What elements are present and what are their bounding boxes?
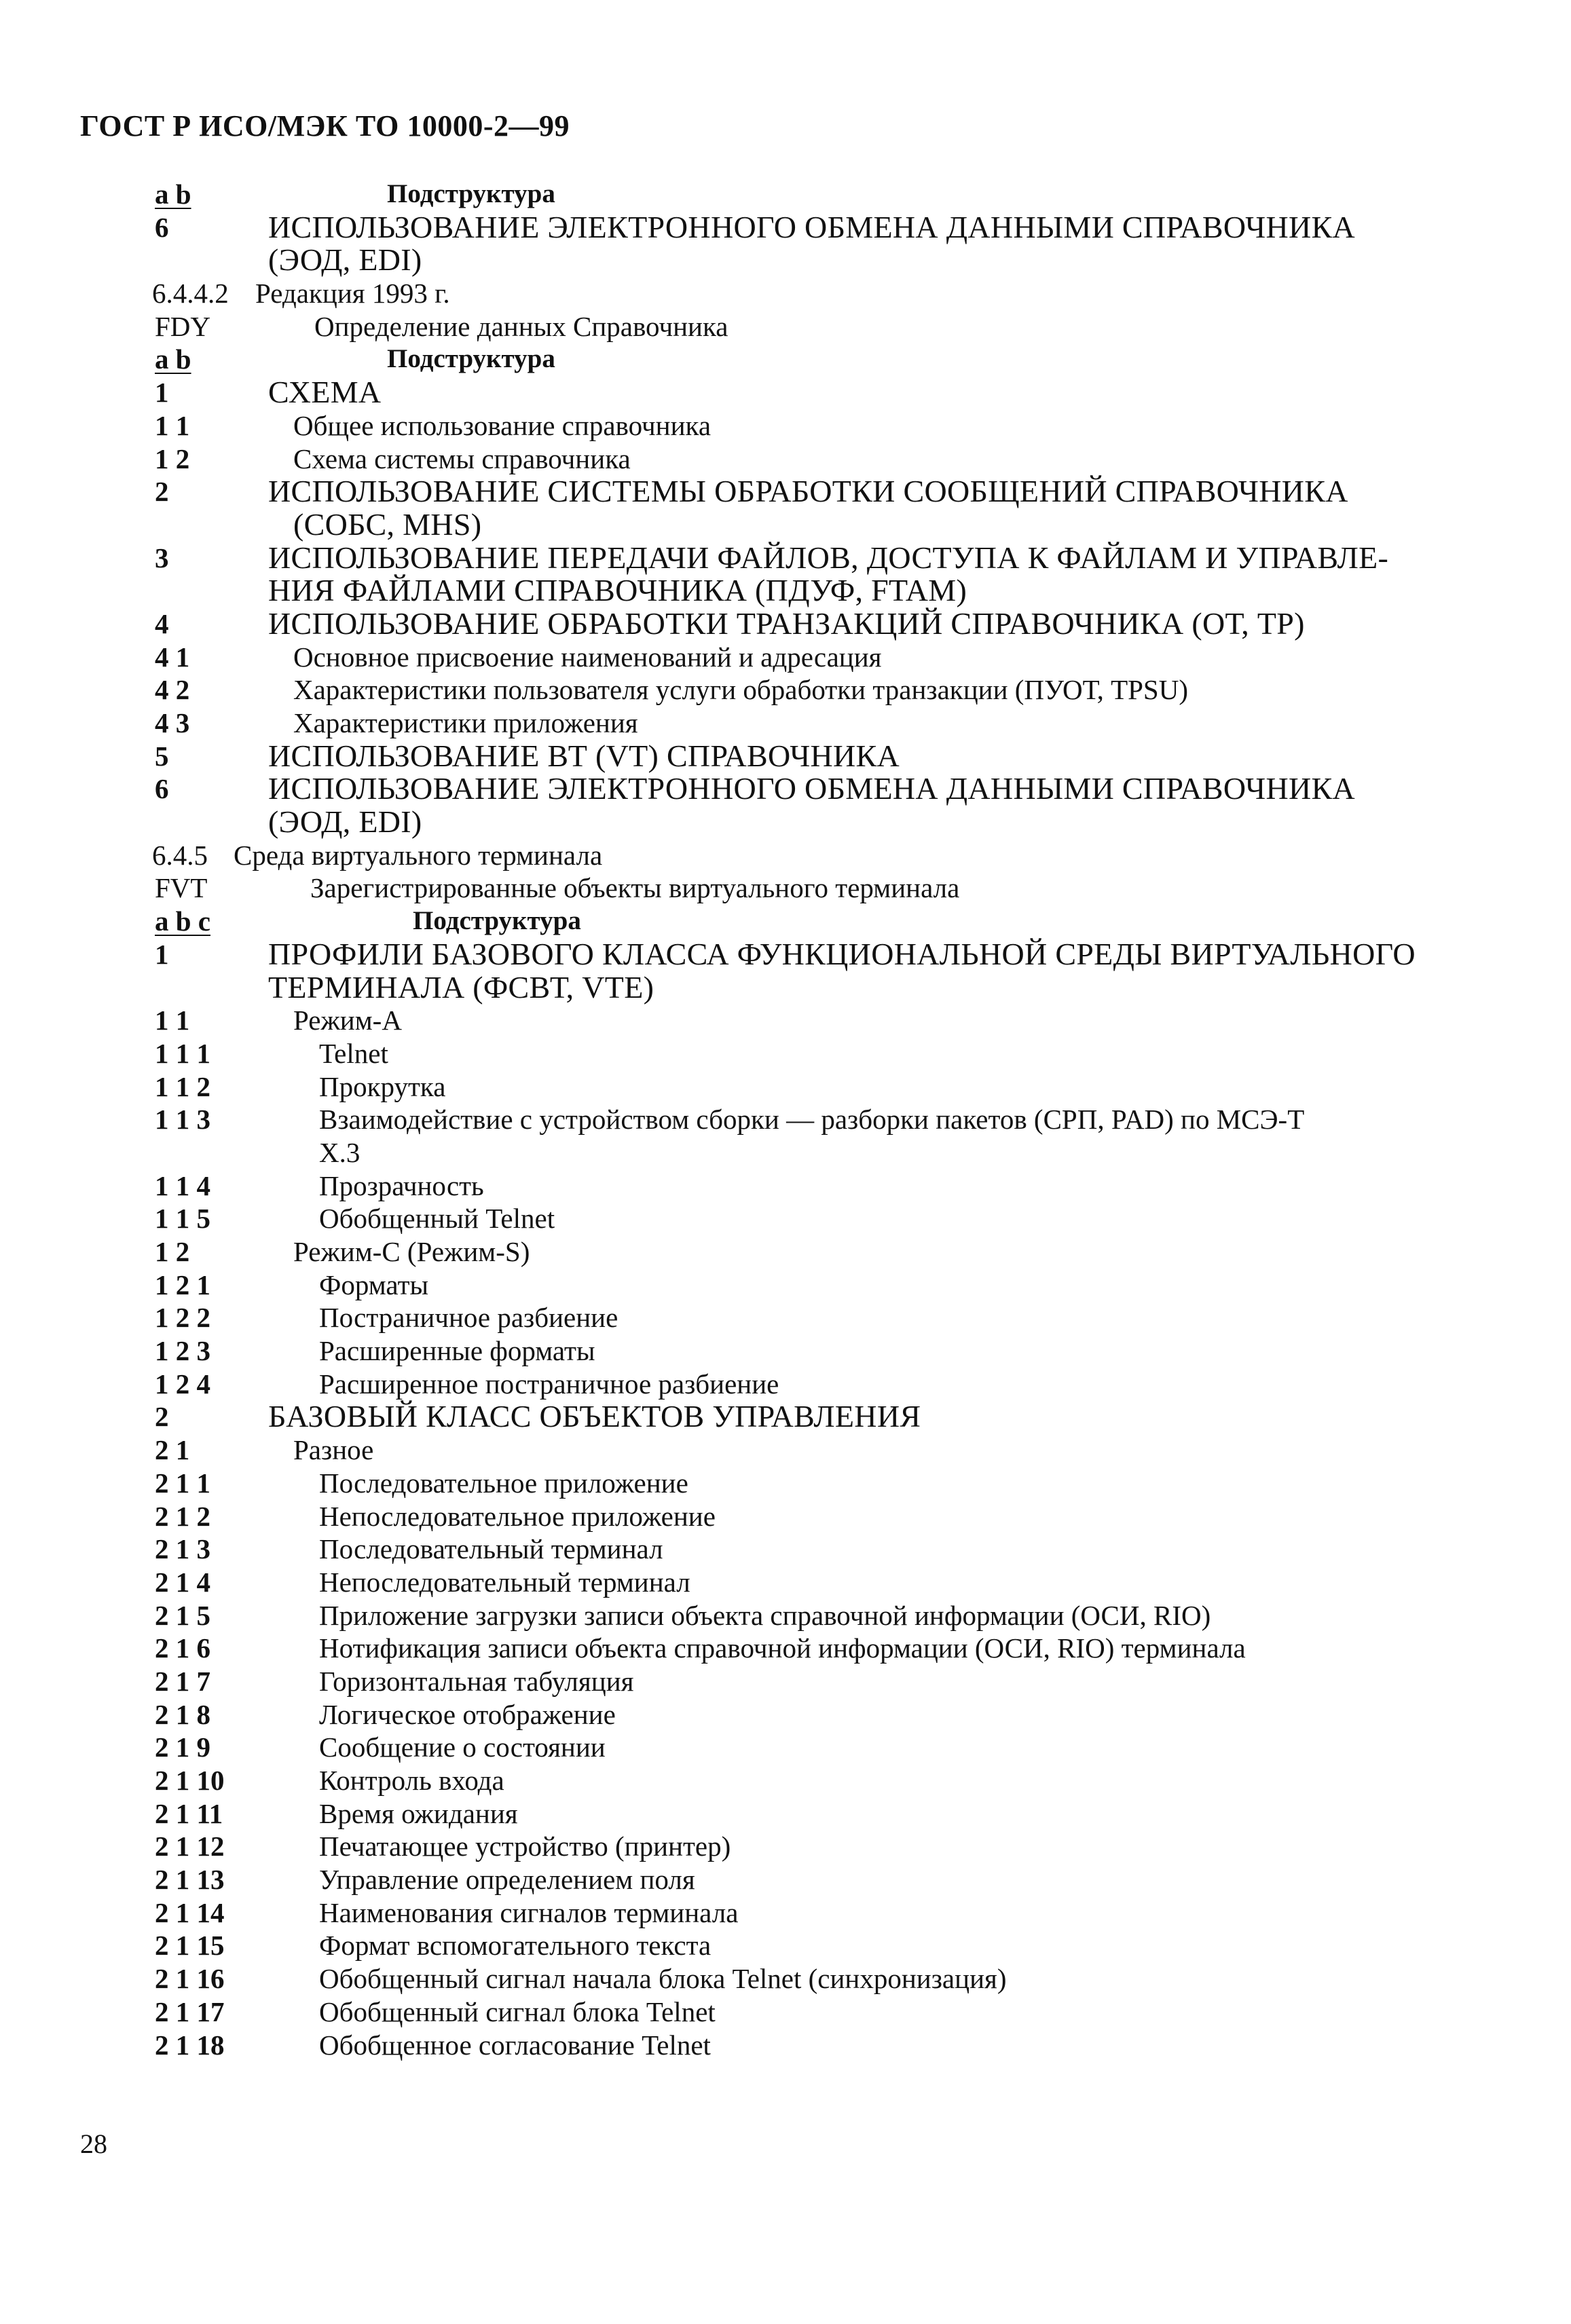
item-code: 1 1 1 [155,1037,210,1069]
item-text: ИСПОЛЬЗОВАНИЕ ПЕРЕДАЧИ ФАЙЛОВ, ДОСТУПА К ФАЙЛАМ И УПРАВЛЕ- [268,540,1389,575]
list-item [0,475,1571,508]
item-code: 1 1 3 [155,1104,210,1136]
item-text: Постраничное разбиение [319,1302,618,1334]
item-text: Режим-С (Режим-S) [293,1236,530,1267]
item-text: ИСПОЛЬЗОВАНИЕ СИСТЕМЫ ОБРАБОТКИ СООБЩЕНИЙ СПРАВОЧНИКА [268,474,1348,509]
list-item [0,1202,1571,1235]
list-item [0,641,1571,674]
item-text: Время ожидания [319,1797,518,1829]
list-item [0,772,1571,806]
list-item [0,971,1571,1005]
item-code: 2 1 [155,1434,190,1466]
item-text: ИСПОЛЬЗОВАНИЕ ОБРАБОТКИ ТРАНЗАКЦИЙ СПРАВОЧНИКА (ОТ, ТР) [268,605,1305,641]
page-number: 28 [80,2129,107,2159]
item-text: Нотификация записи объекта справочной информации (ОСИ, RIO) терминала [319,1632,1246,1664]
item-code: 6 [155,773,169,805]
document-header: ГОСТ Р ИСО/МЭК ТО 10000-2—99 [80,109,570,143]
item-text: Контроль входа [319,1765,504,1796]
item-code: 1 1 [155,409,190,441]
item-code: 4 1 [155,641,190,673]
list-item [0,1995,1571,2029]
item-code: 1 1 5 [155,1203,210,1235]
list-item [0,542,1571,575]
list-item [0,1169,1571,1203]
list-item [0,1334,1571,1368]
list-item [0,1136,1571,1169]
item-code: FVT [155,872,208,904]
list-item [0,1269,1571,1302]
item-code: 2 1 3 [155,1533,210,1565]
item-text: СХЕМА [268,375,382,410]
item-code: 2 1 10 [155,1765,225,1796]
item-code: 1 2 1 [155,1269,210,1300]
list-item [0,1433,1571,1467]
item-text: Взаимодействие с устройством сборки — разборки пакетов (СРП, PAD) по МСЭ-Т [319,1104,1305,1136]
item-text: Расширенные форматы [319,1335,595,1367]
item-code: 2 1 6 [155,1632,210,1664]
item-text: Характеристики приложения [293,707,638,738]
item-code: 1 2 2 [155,1302,210,1334]
list-item [0,1235,1571,1269]
item-text: БАЗОВЫЙ КЛАСС ОБЪЕКТОВ УПРАВЛЕНИЯ [268,1399,921,1434]
list-item [0,1731,1571,1764]
item-text: НИЯ ФАЙЛАМИ СПРАВОЧНИКА (ПДУФ, FTAM) [268,573,967,608]
list-item [0,574,1571,607]
item-text: Форматы [319,1269,429,1300]
item-code: 2 1 9 [155,1731,210,1763]
item-text: Расширенное постраничное разбиение [319,1368,779,1400]
item-code: 4 [155,607,169,639]
list-item [0,1929,1571,1962]
item-code: 2 1 15 [155,1930,225,1962]
list-item [0,2029,1571,2062]
item-text: Среда виртуального терминала [234,839,603,871]
list-item [0,740,1571,773]
item-text: ИСПОЛЬЗОВАНИЕ ВТ (VT) СПРАВОЧНИКА [268,738,900,773]
item-text: Характеристики пользователя услуги обработки транзакции (ПУОТ, TPSU) [293,674,1188,706]
item-code: 2 1 12 [155,1831,225,1862]
list-item [0,1103,1571,1136]
list-item [0,1368,1571,1401]
item-text: (ЭОД, EDI) [268,804,422,840]
item-text: Режим-А [293,1005,402,1036]
item-code: 2 [155,476,169,508]
directory-structure-list [0,178,1571,2061]
list-item [0,905,1571,938]
list-item [0,211,1571,244]
item-text: Обобщенный Telnet [319,1203,555,1235]
list-item [0,1004,1571,1037]
item-text: (СОБС, MHS) [293,506,482,542]
item-code: a b [155,343,191,375]
item-code: 2 1 5 [155,1599,210,1631]
item-text: (ЭОД, EDI) [268,242,422,278]
item-text: Печатающее устройство (принтер) [319,1831,731,1862]
list-item [0,1764,1571,1797]
item-code: 1 2 [155,1236,190,1267]
list-item [0,938,1571,971]
list-item [0,1797,1571,1831]
item-text: Последовательное приложение [319,1467,688,1499]
item-code: 2 1 18 [155,2029,225,2061]
item-code: 1 2 4 [155,1368,210,1400]
item-code: 1 [155,377,169,409]
substructure-heading: Подструктура [387,179,555,208]
list-item [0,1632,1571,1665]
list-item [0,1533,1571,1566]
list-item [0,1301,1571,1334]
list-item [0,1698,1571,1731]
item-text: Обобщенный сигнал начала блока Telnet (синхронизация) [319,1963,1007,1995]
item-text: Основное присвоение наименований и адресация [293,641,882,673]
list-item [0,806,1571,839]
list-item [0,443,1571,476]
item-text: Управление определением поля [319,1864,695,1896]
list-item [0,1400,1571,1433]
list-item [0,1896,1571,1930]
item-text: Зарегистрированные объекты виртуального терминала [310,872,960,904]
list-item [0,1467,1571,1500]
item-text: X.3 [319,1136,361,1168]
item-code: 1 [155,938,169,970]
list-item [0,277,1571,310]
item-text: Общее использование справочника [293,409,711,441]
list-item [0,839,1571,872]
item-code: 6 [155,211,169,243]
item-code: 2 1 14 [155,1896,225,1928]
item-code: 2 1 17 [155,1995,225,2027]
list-item [0,607,1571,641]
item-code: a b c [155,905,210,937]
item-text: Логическое отображение [319,1698,616,1730]
item-text: Редакция 1993 г. [255,278,450,310]
list-item [0,1830,1571,1863]
item-code: 2 1 11 [155,1797,223,1829]
item-code: 2 1 16 [155,1963,225,1995]
item-code: 2 1 7 [155,1665,210,1697]
item-text: ИСПОЛЬЗОВАНИЕ ЭЛЕКТРОННОГО ОБМЕНА ДАННЫМИ СПРАВОЧНИКА [268,771,1356,806]
list-item [0,872,1571,905]
item-text: Разное [293,1434,374,1466]
item-text: Непоследовательное приложение [319,1500,716,1532]
substructure-heading: Подструктура [387,344,555,374]
item-code: 4 2 [155,674,190,706]
item-text: ТЕРМИНАЛА (ФСВТ, VTE) [268,969,654,1005]
item-text: Приложение загрузки записи объекта справочной информации (ОСИ, RIO) [319,1599,1211,1631]
list-item [0,1665,1571,1698]
list-item [0,376,1571,409]
item-code: 1 1 2 [155,1070,210,1102]
item-text: ИСПОЛЬЗОВАНИЕ ЭЛЕКТРОННОГО ОБМЕНА ДАННЫМИ СПРАВОЧНИКА [268,209,1356,244]
item-code: 6.4.4.2 [152,278,229,310]
list-item [0,707,1571,740]
list-item [0,1599,1571,1632]
item-code: 2 1 13 [155,1864,225,1896]
item-text: Схема системы справочника [293,443,631,474]
item-code: a b [155,179,191,210]
item-text: Telnet [319,1037,388,1069]
item-code: 1 1 4 [155,1169,210,1201]
list-item [0,1566,1571,1599]
substructure-heading: Подструктура [413,906,581,936]
item-code: 2 1 4 [155,1566,210,1598]
item-code: 1 2 [155,443,190,474]
item-code: 1 2 3 [155,1335,210,1367]
item-code: 2 1 8 [155,1698,210,1730]
item-text: Последовательный терминал [319,1533,663,1565]
list-item [0,1863,1571,1896]
item-text: Определение данных Справочника [314,310,728,342]
item-code: 2 1 2 [155,1500,210,1532]
list-item [0,1070,1571,1104]
item-code: 3 [155,542,169,574]
item-text: Прозрачность [319,1169,484,1201]
item-code: 1 1 [155,1005,190,1036]
list-item [0,343,1571,376]
item-text: Сообщение о состоянии [319,1731,606,1763]
item-code: 2 1 1 [155,1467,210,1499]
list-item [0,673,1571,707]
item-text: Обобщенное согласование Telnet [319,2029,711,2061]
item-code: FDY [155,310,211,342]
list-item [0,310,1571,343]
list-item [0,178,1571,211]
item-code: 6.4.5 [152,839,208,871]
item-text: Горизонтальная табуляция [319,1665,634,1697]
item-code: 2 [155,1401,169,1433]
item-text: Непоследовательный терминал [319,1566,690,1598]
item-text: Прокрутка [319,1070,446,1102]
item-text: Наименования сигналов терминала [319,1896,739,1928]
item-code: 4 3 [155,707,190,738]
list-item [0,244,1571,277]
list-item [0,508,1571,542]
list-item [0,1500,1571,1533]
item-text: Формат вспомогательного текста [319,1930,711,1962]
list-item [0,1962,1571,1995]
item-code: 5 [155,740,169,772]
item-text: Обобщенный сигнал блока Telnet [319,1995,716,2027]
list-item [0,409,1571,443]
item-text: ПРОФИЛИ БАЗОВОГО КЛАССА ФУНКЦИОНАЛЬНОЙ СРЕДЫ ВИРТУАЛЬНОГО [268,936,1416,971]
list-item [0,1037,1571,1070]
